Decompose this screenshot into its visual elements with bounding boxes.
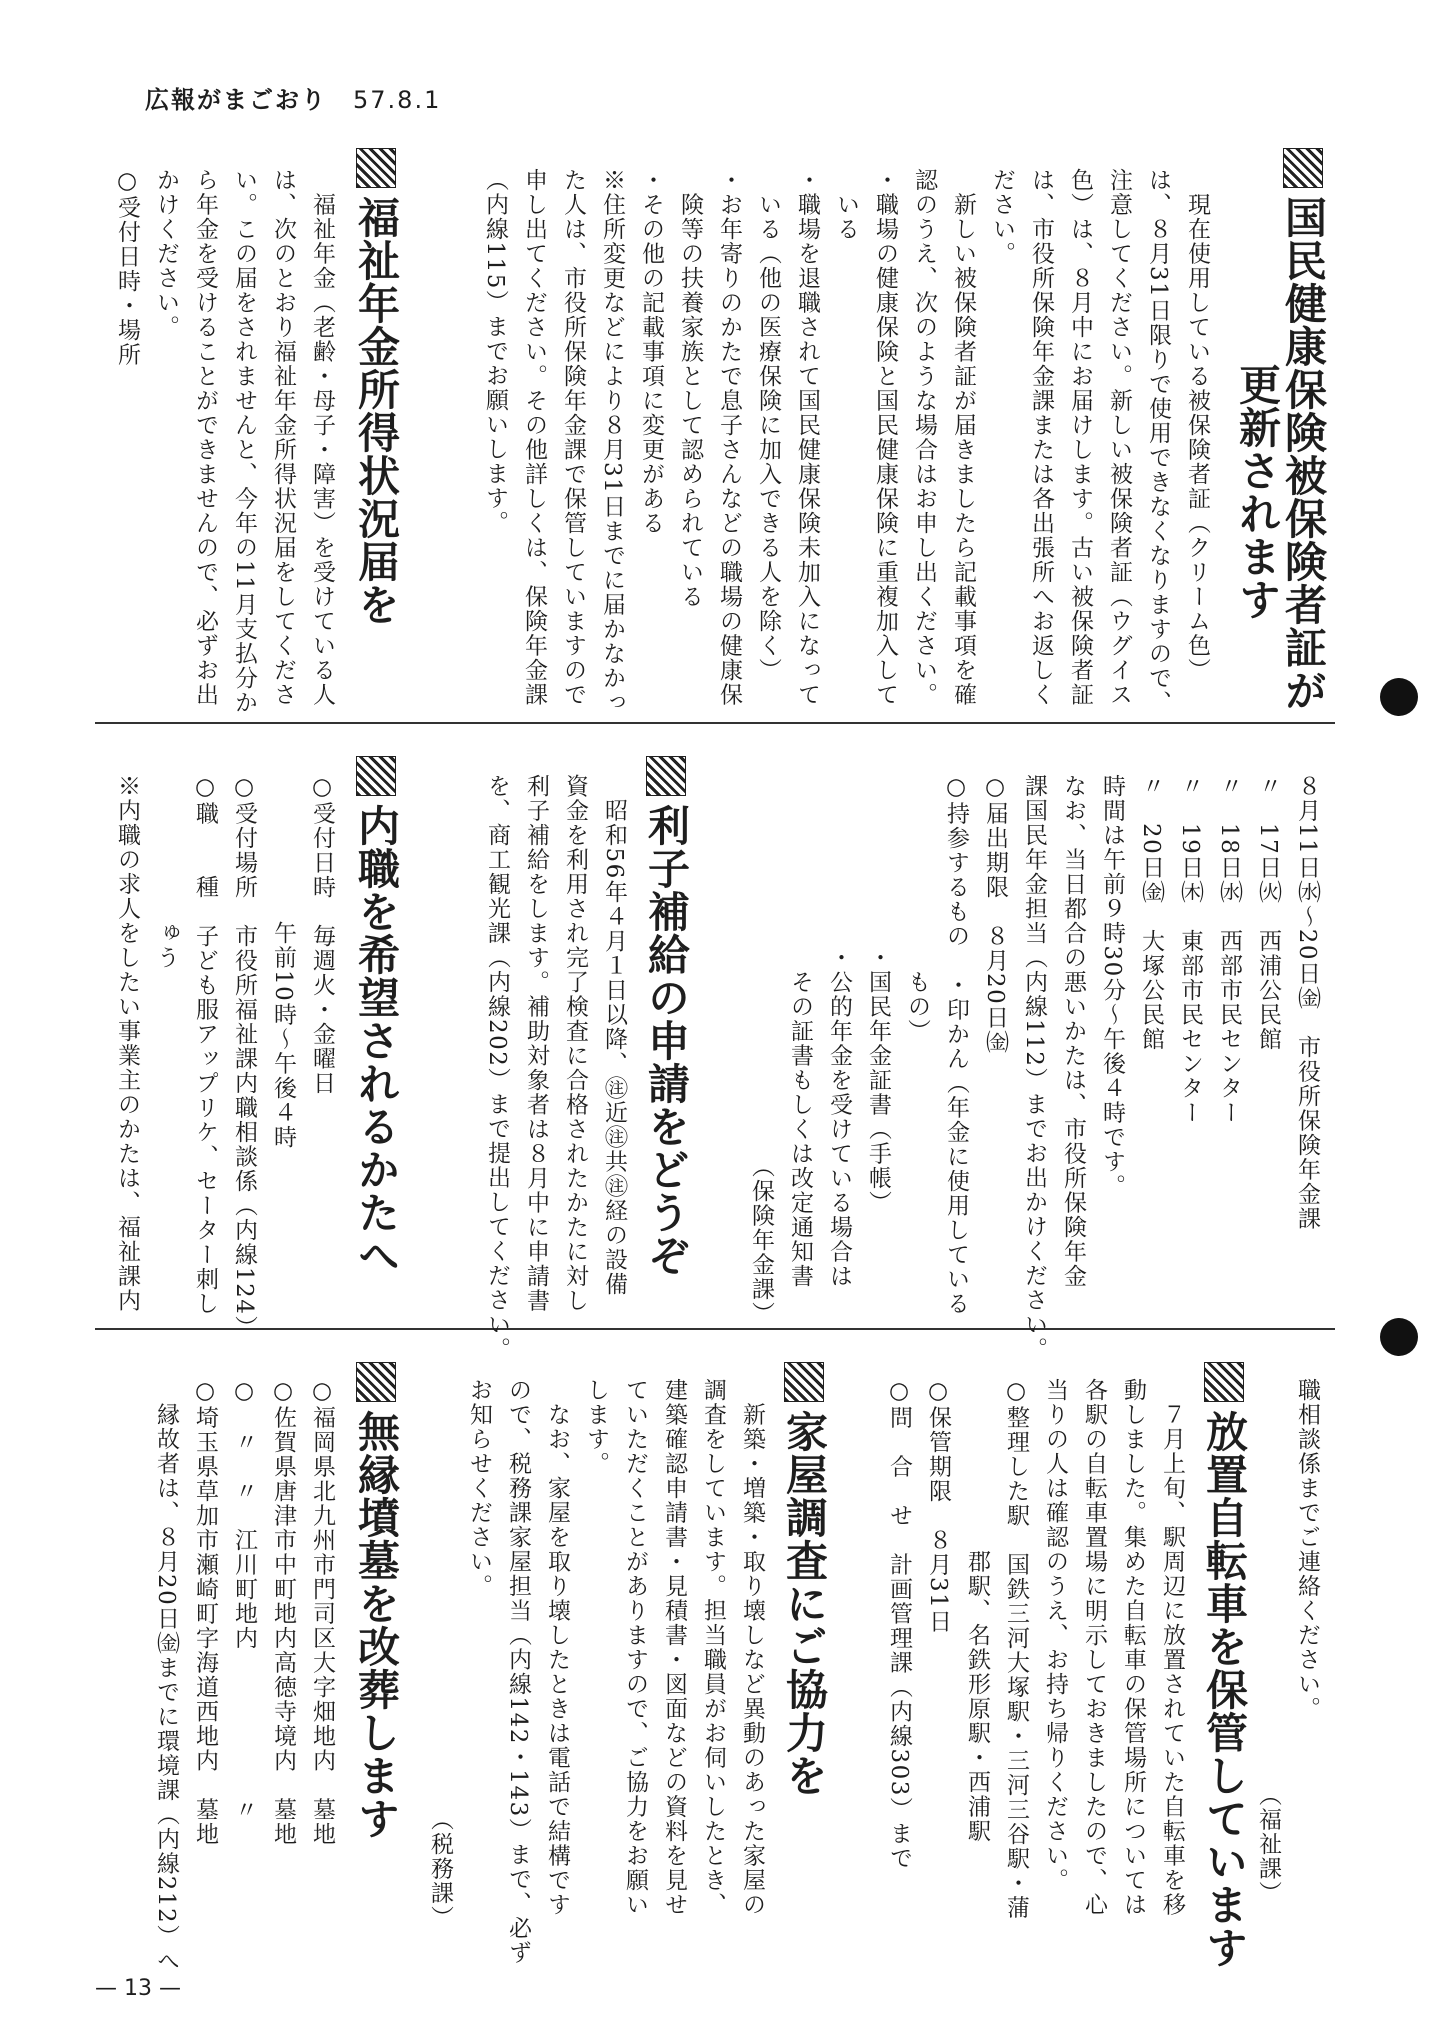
body-line: ○佐賀県唐津市中町地内高徳寺境内 墓地 bbox=[270, 1378, 296, 1847]
title-line: 国民健康保険被保険者証が bbox=[1279, 196, 1328, 712]
body-line: 険等の扶養家族として認められている bbox=[677, 168, 703, 609]
body-line: ○職 種 子ども服アップリケ、セーター刺し bbox=[192, 774, 218, 1316]
article-title-welfare-pension bbox=[353, 148, 399, 708]
body-line: ・公的年金を受けている場合は bbox=[826, 774, 852, 1289]
body-line: は、市役所保険年金課または各出張所へお返しく bbox=[1028, 168, 1054, 707]
article-body-home-work bbox=[107, 774, 341, 1340]
body-line: 調査をしています。担当職員がお伺いしたとき、 bbox=[700, 1378, 726, 1917]
article-body-house-survey bbox=[420, 1378, 771, 1965]
body-line: 各駅の自転車置場に明示しておきましたので、心 bbox=[1081, 1378, 1107, 1917]
body-line: （保険年金課） bbox=[748, 774, 774, 1326]
body-line: ○持参するもの ・印かん（年金に使用している bbox=[943, 774, 969, 1316]
body-line: ○埼玉県草加市瀬崎町字海道西地内 墓地 bbox=[192, 1378, 218, 1847]
body-line: 職相談係までご連絡ください。 bbox=[1294, 1378, 1320, 1721]
body-line: ので、税務課家屋担当（内線142・143）まで、必ず bbox=[505, 1378, 531, 1965]
body-line: ら年金を受けることができませんので、必ずお出 bbox=[192, 168, 218, 707]
article-body-welfare-pension bbox=[107, 168, 341, 715]
body-line: ７月上旬、駅周辺に放置されていた自転車を移 bbox=[1159, 1378, 1185, 1917]
body-line: 郡駅、名鉄形原駅・西浦駅 bbox=[964, 1378, 990, 1844]
body-line: 色）は、８月中にお届けします。古い被保険者証 bbox=[1067, 168, 1093, 707]
page-number: — 13 — bbox=[95, 1976, 181, 2001]
hatch-mark-icon bbox=[356, 148, 396, 188]
title-line: 更新されます bbox=[1233, 148, 1282, 621]
body-line: ていただくことがありますので、ご協力をお願い bbox=[622, 1378, 648, 1917]
body-line: た人は、市役所保険年金課で保管していますので bbox=[560, 168, 586, 707]
body-line: 昭和56年４月１日以降、㊟近㊟共㊟経の設備 bbox=[601, 774, 627, 1297]
section-divider bbox=[95, 1328, 1335, 1330]
title-line: 無縁墳墓を改葬します bbox=[352, 1410, 401, 1840]
body-line: （福祉課） bbox=[1255, 1378, 1281, 1906]
body-line: ・職場を退職されて国民健康保険未加入になって bbox=[794, 168, 820, 707]
home-work-continued bbox=[1248, 1378, 1326, 1938]
hatch-mark-icon bbox=[1204, 1362, 1244, 1402]
issue-date: 57.8.1 bbox=[353, 86, 442, 114]
body-line: 注意してください。新しい被保険者証（ウグイス bbox=[1106, 168, 1132, 707]
article-title-bicycles bbox=[1200, 1362, 1249, 1969]
body-line: 〃 19日㈭ 東部市民センター bbox=[1177, 774, 1203, 1125]
title-line: 家屋調査にご協力を bbox=[780, 1410, 829, 1797]
body-line: ○保管期限 ８月31日 bbox=[925, 1378, 951, 1634]
body-line: ○受付日時 毎週火・金曜日 bbox=[309, 774, 335, 1096]
body-line: ○福岡県北九州市門司区大字畑地内 墓地 bbox=[309, 1378, 335, 1847]
body-line: もの） bbox=[904, 774, 930, 1044]
body-line: ゅう bbox=[153, 774, 179, 970]
body-line: ○整理した駅 国鉄三河大塚駅・三河三谷駅・蒲 bbox=[1003, 1378, 1029, 1920]
newsletter-header bbox=[145, 80, 441, 115]
body-line: お知らせください。 bbox=[466, 1378, 492, 1599]
body-line: 申し出てください。その他詳しくは、保険年金課 bbox=[521, 168, 547, 707]
hatch-mark-icon bbox=[784, 1362, 824, 1402]
article-title-house-survey bbox=[781, 1362, 827, 1942]
body-line: 〃 18日㈬ 西部市民センター bbox=[1216, 774, 1242, 1125]
body-line: ・その他の記載事項に変更がある bbox=[638, 168, 664, 536]
body-line: 現在使用している被保険者証（クリーム色） bbox=[1184, 168, 1210, 683]
body-line: 資金を利用され完了検査に合格されたかたに対し bbox=[562, 774, 588, 1313]
body-line: （内線115）までお願いします。 bbox=[482, 168, 508, 535]
body-line: ○受付日時・場所 bbox=[114, 168, 140, 367]
title-line: 利子補給の申請をどうぞ bbox=[642, 804, 691, 1277]
body-line: 建築確認申請書・見積書・図面などの資料を見せ bbox=[661, 1378, 687, 1917]
hatch-mark-icon bbox=[1283, 148, 1323, 188]
body-line: その証書もしくは改定通知書 bbox=[787, 774, 813, 1289]
body-line: 〃 17日㈫ 西浦公民館 bbox=[1255, 774, 1281, 1052]
body-line: 利子補給をします。補助対象者は８月中に申請書 bbox=[523, 774, 549, 1313]
binding-hole bbox=[1380, 678, 1418, 716]
body-line: なお、当日都合の悪いかたは、市役所保険年金 bbox=[1060, 774, 1086, 1289]
body-line: 縁故者は、８月20日㈮までに環境課（内線212）へ bbox=[153, 1378, 179, 1974]
title-line: 福祉年金所得状況届を bbox=[352, 196, 401, 626]
article-title-graves bbox=[353, 1362, 399, 1942]
body-line: を、商工観光課（内線202）まで提出してください。 bbox=[484, 774, 510, 1362]
body-line: 新築・増築・取り壊しなど異動のあった家屋の bbox=[739, 1378, 765, 1917]
title-line: 放置自転車を保管しています bbox=[1200, 1410, 1249, 1969]
article-title-home-work bbox=[353, 756, 399, 1316]
article-body-health-insurance bbox=[475, 168, 1216, 715]
pension-schedule bbox=[741, 774, 1326, 1362]
body-line: （税務課） bbox=[427, 1378, 453, 1930]
body-line: ※住所変更などにより８月31日までに届かなかっ bbox=[599, 168, 625, 715]
body-line: 課国民年金担当（内線112）までお出かけください。 bbox=[1021, 774, 1047, 1362]
body-line: ○受付場所 市役所福祉課内職相談係（内線124） bbox=[231, 774, 257, 1340]
article-body-graves bbox=[146, 1378, 341, 1974]
body-line: ８月11日㈬～20日㈮ 市役所保険年金課 bbox=[1294, 774, 1320, 1231]
body-line: は、８月31日限りで使用できなくなりますので、 bbox=[1145, 168, 1171, 715]
body-line: 動しました。集めた自転車の保管場所については bbox=[1120, 1378, 1146, 1917]
body-line: ○問 合 せ 計画管理課（内線303）まで bbox=[886, 1378, 912, 1871]
body-line: 〃 20日㈮ 大塚公民館 bbox=[1138, 774, 1164, 1052]
body-line: い。この届をされませんと、今年の11月支払分か bbox=[231, 168, 257, 715]
body-line: 時間は午前９時30分～午後４時です。 bbox=[1099, 774, 1125, 1199]
body-line: 新しい被保険者証が届きましたら記載事項を確 bbox=[950, 168, 976, 707]
body-line: 午前10時～午後４時 bbox=[270, 774, 296, 1150]
body-line: ○ 〃 〃 江川町地内 〃 bbox=[231, 1378, 257, 1822]
article-title-health-insurance bbox=[1233, 148, 1328, 712]
body-line: ・国民年金証書（手帳） bbox=[865, 774, 891, 1215]
newsletter-title: 広報がまごおり bbox=[145, 86, 327, 114]
body-line: ※内職の求人をしたい事業主のかたは、福祉課内 bbox=[114, 774, 140, 1313]
body-line: は、次のとおり福祉年金所得状況届をしてくださ bbox=[270, 168, 296, 707]
article-title-interest-subsidy bbox=[643, 756, 689, 1316]
article-body-interest-subsidy bbox=[477, 774, 633, 1362]
body-line: ・お年寄りのかたで息子さんなどの職場の健康保 bbox=[716, 168, 742, 707]
binding-hole bbox=[1380, 1318, 1418, 1356]
body-line: ・職場の健康保険と国民健康保険に重複加入して bbox=[872, 168, 898, 707]
section-divider bbox=[95, 722, 1335, 724]
body-line: します。 bbox=[583, 1378, 609, 1476]
article-body-bicycles bbox=[879, 1378, 1191, 1938]
body-line: いる（他の医療保険に加入できる人を除く） bbox=[755, 168, 781, 683]
body-line: 認のうえ、次のような場合はお申し出ください。 bbox=[911, 168, 937, 707]
hatch-mark-icon bbox=[356, 1362, 396, 1402]
body-line: 福祉年金（老齢・母子・障害）を受けている人 bbox=[309, 168, 335, 707]
body-line: ださい。 bbox=[989, 168, 1015, 266]
hatch-mark-icon bbox=[356, 756, 396, 796]
body-line: 当りの人は確認のうえ、お持ち帰りください。 bbox=[1042, 1378, 1068, 1893]
body-line: ○届出期限 ８月20日㈮ bbox=[982, 774, 1008, 1055]
body-line: なお、家屋を取り壊したときは電話で結構です bbox=[544, 1378, 570, 1917]
body-line: いる bbox=[833, 168, 859, 242]
body-line: かけください。 bbox=[153, 168, 179, 340]
hatch-mark-icon bbox=[646, 756, 686, 796]
title-line: 内職を希望されるかたへ bbox=[352, 804, 401, 1277]
